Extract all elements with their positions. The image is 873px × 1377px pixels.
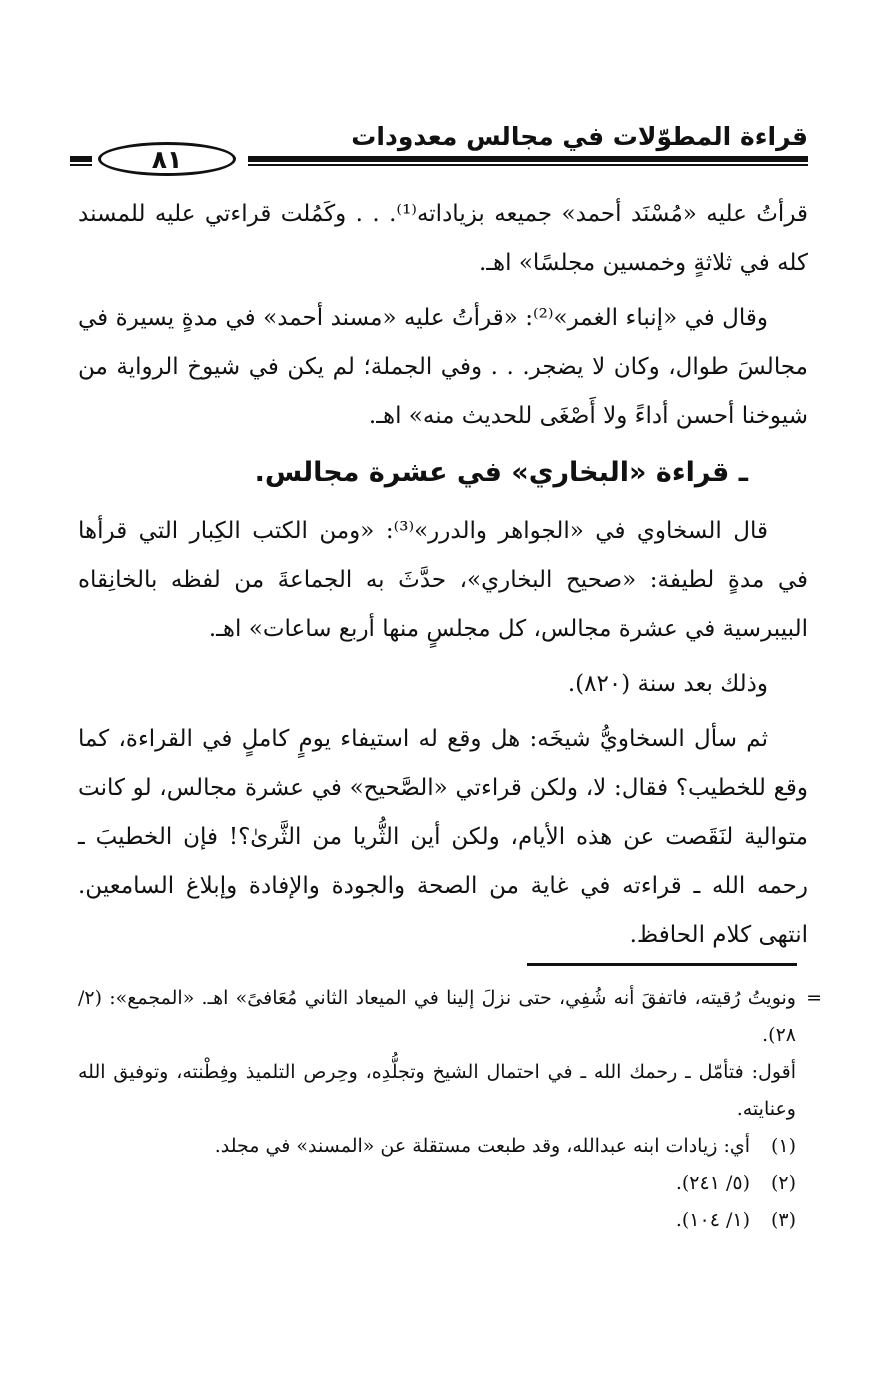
paragraph-1: قرأتُ عليه «مُسْنَد أحمد» جميعه بزياداته⁽¹⁾. . . وكَمُلت قراءتي عليه للمسند كله في ثلاثةٍ وخمسين مجلسًا» اهـ.	[78, 201, 808, 276]
paragraph-3: قال السخاوي في «الجواهر والدرر»⁽³⁾: «ومن الكتب الكِبار التي قرأها في مدةٍ لطيفة: «صحيح البخاري»، حدَّثَ به الجماعةَ من لفظه بالخانِقاه البيبرسية في عشرة مجالس، كل مجلسٍ منها أربع ساعات» اهـ.	[78, 518, 808, 642]
footnote-number: (١)	[770, 1135, 796, 1157]
footnote-number: (٢)	[770, 1172, 796, 1194]
main-text	[78, 190, 808, 966]
footnote-2	[78, 1165, 796, 1202]
footnote-comment: أقول: فتأمّل ـ رحمك الله ـ في احتمال الشيخ وتجلُّدِه، وحِرص التلميذ وفِطْنته، وتوفيق الله وعنايته.	[78, 1061, 796, 1120]
section-heading: ـ قراءة «البخاري» في عشرة مجالس.	[254, 457, 748, 488]
paragraph-5: ثم سأل السخاويُّ شيخَه: هل وقع له استيفاء يومٍ كاملٍ في القراءة، كما وقع للخطيب؟ فقال: لا، ولكن قراءتي «الصَّحيح» في عشرة مجالس، لو كانت متوالية لنَقَصت عن هذه الأيام، ولكن أين الثُّريا من الثَّرىٰ؟! فإن الخطيبَ ـ رحمه الله ـ قراءته في غاية من الصحة والجودة والإفادة وإبلاغ السامعين. انتهى كلام الحافظ.	[78, 726, 808, 948]
footnote-text: أي: زيادات ابنه عبدالله، وقد طبعت مستقلة عن «المسند» في مجلد.	[214, 1135, 750, 1157]
footnote-number: (٣)	[770, 1209, 796, 1231]
footnote-3	[78, 1202, 796, 1239]
running-title: قراءة المطوّلات في مجالس معدودات	[351, 122, 808, 151]
footnote-text: (٥/ ٢٤١).	[675, 1172, 750, 1194]
header-rule-left-thin	[70, 164, 92, 166]
footnote-continuation-text: ونويتُ رُقيته، فاتفقَ أنه شُفِي، حتى نزلَ إلينا في الميعاد الثاني مُعَافىً» اهـ. «المجمع»: (٢/ ٢٨).	[78, 987, 796, 1046]
footnote-1	[78, 1128, 796, 1165]
page-number-text: ٨١	[151, 144, 183, 174]
header-rule-thin	[248, 164, 808, 166]
page-header	[70, 122, 808, 182]
header-rule-left	[70, 156, 92, 162]
continuation-marker: =	[806, 987, 822, 1009]
header-rule-thick	[248, 156, 808, 162]
paragraph-4: وذلك بعد سنة (٨٢٠).	[567, 671, 768, 697]
footnote-continuation	[78, 980, 822, 1054]
footnote-separator	[527, 963, 797, 966]
footnotes	[78, 980, 822, 1239]
footnote-text: (١/ ١٠٤).	[675, 1209, 750, 1231]
paragraph-2: وقال في «إنباء الغمر»⁽²⁾: «قرأتُ عليه «مسند أحمد» في مدةٍ يسيرة في مجالسَ طوال، وكان لا يضجر. . . وفي الجملة؛ لم يكن في شيوخ الرواية من شيوخنا أحسن أداءً ولا أَصْغَى للحديث منه» اهـ.	[78, 305, 808, 429]
page-number	[98, 142, 236, 176]
